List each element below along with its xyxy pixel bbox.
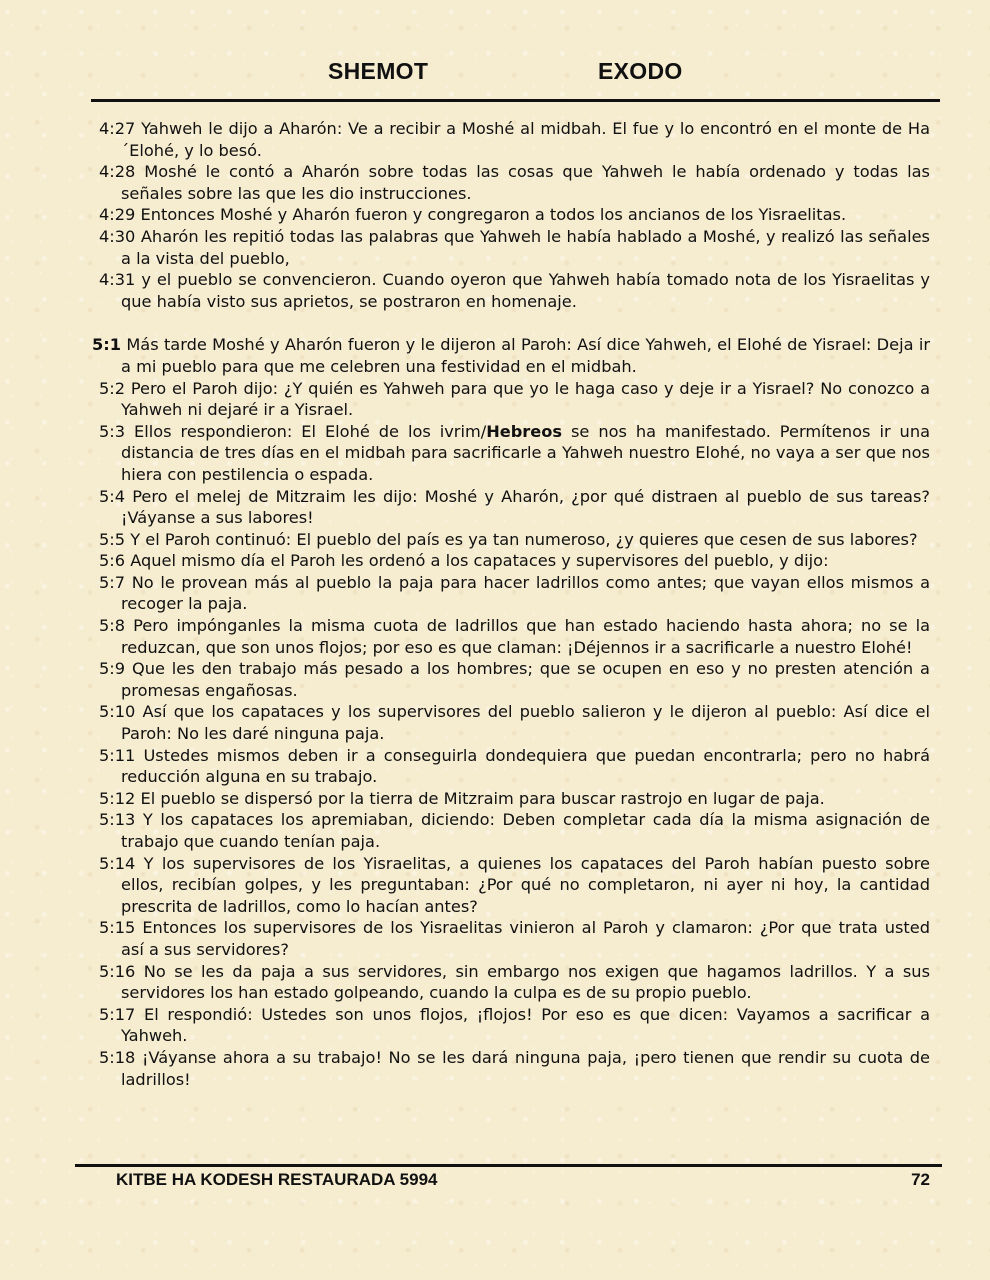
verse-ref: 5:4: [99, 486, 126, 506]
verse-ref: 5:16: [99, 961, 136, 981]
verse: [92, 1047, 930, 1090]
verse-text: Moshé le contó a Aharón sobre todas las cosas que Yahweh le había ordenado y todas las señales sobre las que les dio instrucciones.: [121, 162, 930, 203]
verse: [92, 529, 930, 551]
verse: [92, 701, 930, 744]
verse-text: Entonces Moshé y Aharón fueron y congregaron a todos los ancianos de los Yisraelitas.: [140, 205, 847, 225]
verse-ref: 4:31: [99, 270, 136, 290]
book-title-hebrew: SHEMOT: [328, 58, 429, 84]
verse-text: Y los supervisores de los Yisraelitas, a quienes los capataces del Paroh habían puesto sobre ellos, recibían golpes, y les preguntaban: ¿Por qué no completaron, ni ayer ni hoy, la cantidad prescrita de ladrillos, como lo hacían antes?: [121, 853, 931, 916]
verse-ref: 5:3: [99, 421, 126, 441]
verse: [92, 809, 930, 852]
verse-ref: 5:9: [99, 659, 126, 679]
verse-ref: 5:13: [99, 810, 136, 830]
verse: [92, 745, 930, 788]
verse: [92, 378, 930, 421]
verse-ref: 5:8: [99, 616, 126, 636]
verse: [92, 226, 930, 269]
verse-text: El pueblo se dispersó por la tierra de Mitzraim para buscar rastrojo en lugar de paja.: [140, 788, 825, 808]
verse: [92, 334, 930, 377]
verse-text: Y los capataces los apremiaban, diciendo: Deben completar cada día la misma asignación de trabajo que cuando tenían paja.: [121, 810, 930, 851]
verse-text: se nos ha manifestado. Permítenos ir una distancia de tres días en el midbah para sacrificarle a Yahweh nuestro Elohé, no vaya a ser que nos hiera con pestilencia o espada.: [121, 421, 930, 484]
verse-ref: 4:27: [99, 119, 136, 138]
page-header: [0, 58, 990, 92]
verse-ref: 5:1: [92, 335, 121, 355]
verse-ref: 5:5: [99, 529, 126, 549]
verse-text: Aquel mismo día el Paroh les ordenó a los capataces y supervisores del pueblo, y dijo:: [130, 551, 829, 571]
verse-text: No le provean más al pueblo la paja para hacer ladrillos como antes; que vayan ellos mismos a recoger la paja.: [121, 572, 930, 614]
verse-ref: 5:11: [99, 745, 136, 765]
footer-divider: [75, 1164, 942, 1167]
verse: [92, 788, 930, 810]
verse: [92, 118, 930, 161]
verse: [92, 421, 930, 486]
verse: [92, 550, 930, 572]
verse-ref: 5:17: [99, 1004, 136, 1024]
chapter-4-verses: [92, 118, 930, 312]
verse-text: Ustedes mismos deben ir a conseguirla dondequiera que puedan encontrarla; pero no habrá reducción alguna en su trabajo.: [121, 745, 930, 787]
page-number: 72: [911, 1170, 930, 1189]
verse-text: Y el Paroh continuó: El pueblo del país es ya tan numeroso, ¿y quieres que cesen de sus labores?: [130, 529, 918, 549]
verse-text: ¡Váyanse ahora a su trabajo! No se les dará ninguna paja, ¡pero tienen que rendir su cuota de ladrillos!: [121, 1047, 930, 1089]
verse: [92, 161, 930, 204]
verse: [92, 615, 930, 658]
verse-text: El respondió: Ustedes son unos flojos, ¡flojos! Por eso es que dicen: Vayamos a sacrificar a Yahweh.: [121, 1004, 930, 1046]
verse-ref: 4:29: [99, 205, 136, 225]
verse-text: Que les den trabajo más pesado a los hombres; que se ocupen en eso y no presten atención a promesas engañosas.: [121, 659, 930, 700]
verse-text: Yahweh le dijo a Aharón: Ve a recibir a Moshé al midbah. El fue y lo encontró en el monte de Ha´Elohé, y lo besó.: [121, 119, 930, 160]
verse-text: Ellos respondieron: El Elohé de los ivrim/: [134, 421, 487, 441]
verse-text: Pero el Paroh dijo: ¿Y quién es Yahweh para que yo le haga caso y deje ir a Yisrael? No conozco a Yahweh ni dejaré ir a Yisrael.: [121, 378, 930, 420]
header-divider: [91, 99, 940, 102]
verse: [92, 204, 930, 226]
verse-ref: 5:6: [99, 551, 126, 571]
footer-title: KITBE HA KODESH RESTAURADA 5994: [116, 1170, 438, 1189]
verse-ref: 5:15: [99, 918, 136, 938]
verse: [92, 486, 930, 529]
verse-ref: 5:12: [99, 788, 136, 808]
chapter-5-verses: [92, 486, 930, 1091]
verse: [92, 572, 930, 615]
verse-text: Así que los capataces y los supervisores del pueblo salieron y le dijeron al pueblo: Así dice el Paroh: No les daré ninguna paja.: [121, 702, 930, 744]
verse-ref: 4:28: [99, 162, 136, 182]
verse-ref: 5:7: [99, 572, 126, 592]
book-title-spanish: EXODO: [598, 58, 683, 84]
verse-text: Aharón les repitió todas las palabras que Yahweh le había hablado a Moshé, y realizó las señales a la vista del pueblo,: [121, 226, 930, 268]
verse: [92, 961, 930, 1004]
verse: [92, 658, 930, 701]
verse: [92, 853, 930, 918]
verse-ref: 5:2: [99, 378, 126, 398]
verse-text: No se les da paja a sus servidores, sin embargo nos exigen que hagamos ladrillos. Y a sus servidores los han estado golpeando, cuando la culpa es de su propio pueblo.: [121, 961, 931, 1003]
verse-ref: 4:30: [99, 226, 136, 246]
verse-text: Entonces los supervisores de los Yisraelitas vinieron al Paroh y clamaron: ¿Por que trata usted así a sus servidores?: [121, 918, 930, 959]
verse-ref: 5:14: [99, 853, 136, 873]
bold-word: Hebreos: [486, 421, 563, 441]
verse-text: Más tarde Moshé y Aharón fueron y le dijeron al Paroh: Así dice Yahweh, el Elohé de Yisrael: Deja ir a mi pueblo para que me celebren una festividad en el midbah.: [121, 335, 930, 376]
chapter-gap: [92, 312, 930, 334]
verse: [92, 917, 930, 960]
verse-text: Pero impónganles la misma cuota de ladrillos que han estado haciendo hasta ahora; no se la reduzcan, que son unos flojos; por eso es que claman: ¡Déjennos ir a sacrificarle a nuestro Elohé!: [121, 616, 930, 657]
verse: [92, 1004, 930, 1047]
verse-ref: 5:18: [99, 1047, 136, 1067]
verse-text: y el pueblo se convencieron. Cuando oyeron que Yahweh había tomado nota de los Yisraelitas y que había visto sus aprietos, se postraron en homenaje.: [121, 270, 930, 311]
verse-ref: 5:10: [99, 702, 136, 722]
verse: [92, 269, 930, 312]
verse-text: Pero el melej de Mitzraim les dijo: Moshé y Aharón, ¿por qué distraen al pueblo de sus tareas? ¡Váyanse a sus labores!: [121, 486, 930, 528]
scripture-text: [92, 118, 930, 1090]
